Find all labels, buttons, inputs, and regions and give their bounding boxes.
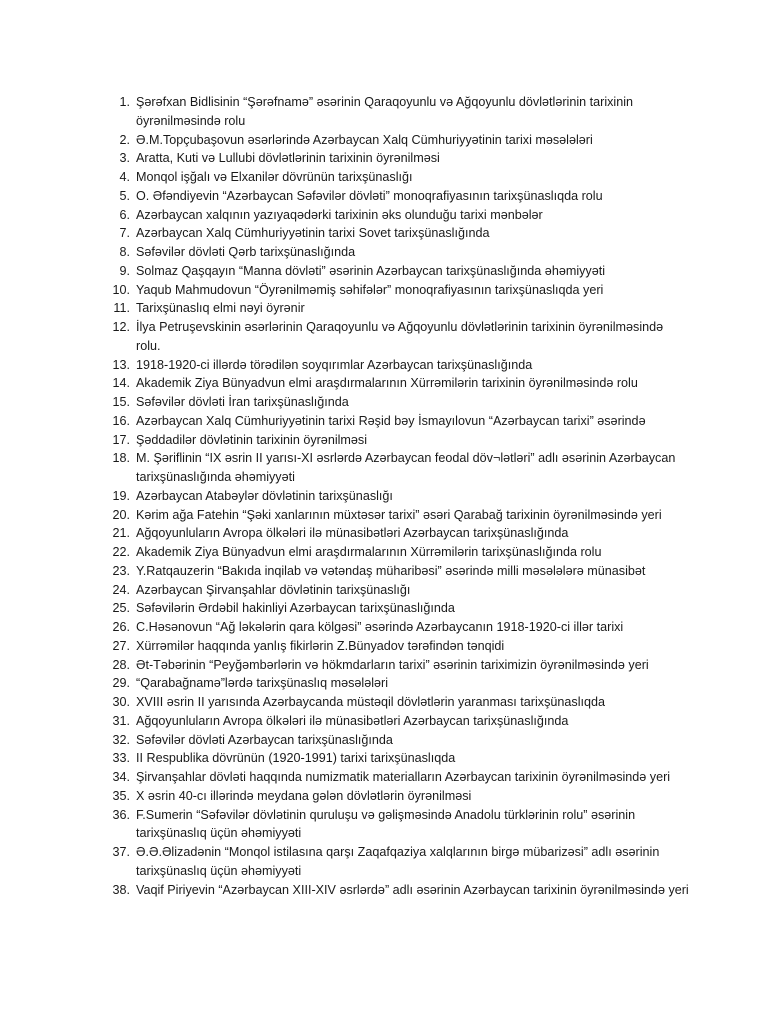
list-item [100,206,690,225]
list-item-text: Səfəvilər dövləti Qərb tarixşünaslığında [136,245,356,259]
list-item-number: 31. [112,713,130,728]
list-item-number: 28. [112,657,130,672]
list-item-text: Səfəvilər dövləti İran tarixşünaslığında [136,395,349,409]
list-item-number: 3. [119,151,130,166]
list-item-text: II Respublika dövrünün (1920-1991) tarixi tarixşünaslıqda [136,751,456,766]
list-item-number: 37. [112,845,130,859]
list-item-number: 17. [112,432,130,447]
list-item-text: Aratta, Kuti və Lullubi dövlətlərinin tarixinin öyrənilməsi [136,151,440,166]
list-item [100,562,690,581]
list-item-number: 21. [112,526,130,541]
list-item-number: 32. [112,732,130,747]
list-item-number: 38. [112,882,130,897]
list-item-text: O. Əfəndiyevin “Azərbaycan Səfəvilər dövləti” monoqrafiyasının tarixşünaslıqda rolu [136,188,603,203]
list-item [100,262,690,281]
list-item-text: Səfəvilərin Ərdəbil hakinliyi Azərbaycan tarixşünaslığında [136,601,455,616]
list-item-number: 36. [112,807,130,822]
list-item-number: 22. [112,545,130,559]
list-item-text: Akademik Ziya Bünyadvun elmi araşdırmalarının Xürrəmilərin tarixinin öyrənilməsində rolu [136,376,638,391]
list-item [100,393,690,412]
list-item-text: Tarixşünaslıq elmi nəyi öyrənir [136,301,305,316]
list-item-number: 5. [119,188,130,203]
list-item [100,731,690,750]
list-item [100,637,690,656]
list-item-number: 19. [112,488,130,503]
list-item-number: 8. [119,245,130,259]
list-item-text: Ət-Təbərinin “Peyğəmbərlərin və hökmdarların tarixi” əsərinin tariximizin öyrənilməsində yeri [136,657,649,672]
list-item [100,656,690,675]
list-item [100,881,690,900]
list-item [100,674,690,693]
list-item-number: 7. [119,226,130,241]
list-item [100,693,690,712]
list-item-number: 12. [112,320,130,334]
list-item [100,487,690,506]
list-item [100,599,690,618]
list-item-text: Kərim ağa Fatehin “Şəki xanlarının müxtəsər tarixi” əsəri Qarabağ tarixinin öyrənilməsində yeri [136,507,662,522]
list-item-text: Azərbaycan Xalq Cümhuriyyətinin tarixi Sovet tarixşünaslığında [136,226,490,241]
list-item-number: 11. [113,301,130,316]
list-item [100,243,690,262]
list-item-text: Şəddadilər dövlətinin tarixinin öyrənilməsi [136,432,368,447]
list-item-text: Y.Ratqauzerin “Bakıda inqilab və vətəndaş müharibəsi” əsərində milli məsələlərə münasibət [136,563,646,578]
list-item-number: 16. [112,413,130,428]
list-item-text: Şirvanşahlar dövləti haqqında numizmatik materialların Azərbaycan tarixinin öyrənilməsində yeri [136,770,671,784]
list-item [100,356,690,375]
list-item-number: 35. [112,788,130,803]
list-item-number: 26. [112,620,130,634]
list-item [100,187,690,206]
list-item-text: Azərbaycan Xalq Cümhuriyyətinin tarixi Rəşid bəy İsmayılovun “Azərbaycan tarixi” əsərində [136,413,646,428]
list-item-text: Ə.Ə.Əlizadənin “Monqol istilasına qarşı Zaqafqaziya xalqlarının birgə mübarizəsi” adlı əsərinin tarixşünaslıq üçün əhəmiyyəti [136,845,660,878]
list-item-number: 13. [112,357,130,372]
list-item-text: Azərbaycan xalqının yazıyaqədərki tarixinin əks olunduğu tarixi mənbələr [136,207,543,222]
list-item-number: 34. [112,770,130,784]
list-item-number: 2. [119,132,130,147]
list-item [100,806,690,844]
list-item [100,168,690,187]
list-item [100,581,690,600]
list-item [100,506,690,525]
list-item-number: 25. [112,601,130,616]
list-item-text: XVIII əsrin II yarısında Azərbaycanda müstəqil dövlətlərin yaranması tarixşünaslıqda [136,695,605,709]
list-item-text: “Qarabağnamə”lərdə tarixşünaslıq məsələləri [136,676,388,691]
list-item-text: 1918-1920-ci illərdə törədilən soyqırımlar Azərbaycan tarixşünaslığında [136,357,533,372]
list-item-number: 24. [112,582,130,597]
list-item [100,281,690,300]
list-item-text: C.Həsənovun “Ağ ləkələrin qara kölgəsi” əsərində Azərbaycanın 1918-1920-ci illər tarixi [136,620,624,634]
list-item-text: İlya Petruşevskinin əsərlərinin Qaraqoyunlu və Ağqoyunlu dövlətlərinin tarixinin öyrənilməsində rolu. [136,320,664,353]
list-item-text: Ağqoyunluların Avropa ölkələri ilə münasibətləri Azərbaycan tarixşünaslığında [136,713,569,728]
list-item-text: Yaqub Mahmudovun “Öyrənilməmiş səhifələr” monoqrafiyasının tarixşünaslıqda yeri [136,282,604,297]
list-item [100,318,690,356]
list-item [100,374,690,393]
list-item-number: 30. [112,695,130,709]
list-item-number: 27. [112,638,130,653]
list-item [100,618,690,637]
list-item [100,543,690,562]
list-item-text: Şərəfxan Bidlisinin “Şərəfnamə” əsərinin Qaraqoyunlu və Ağqoyunlu dövlətlərinin tarixinin öyrənilməsində rolu [136,95,634,128]
list-item-text: F.Sumerin “Səfəvilər dövlətinin quruluşu və gəlişməsində Anadolu türklərinin rolu” əsərinin tarixşünaslıq üçün əhəmiyyəti [136,807,636,841]
list-item-number: 14. [112,376,130,391]
topic-list [100,93,690,899]
list-item-number: 10. [112,282,130,297]
list-item-number: 29. [112,676,130,691]
list-item-text: Səfəvilər dövləti Azərbaycan tarixşünaslığında [136,732,393,747]
list-item [100,843,690,881]
list-item-number: 20. [112,507,130,522]
list-item-number: 6. [119,207,130,222]
list-item [100,768,690,787]
list-item [100,299,690,318]
list-item-text: Solmaz Qaşqayın “Manna dövləti” əsərinin Azərbaycan tarixşünaslığında əhəmiyyəti [136,263,606,278]
list-item [100,524,690,543]
list-item [100,431,690,450]
list-item [100,149,690,168]
list-item [100,412,690,431]
list-item-text: X əsrin 40-cı illərində meydana gələn dövlətlərin öyrənilməsi [136,788,472,803]
list-item [100,787,690,806]
list-item-number: 15. [112,395,130,409]
list-item-number: 4. [119,170,130,184]
list-item-text: Akademik Ziya Bünyadvun elmi araşdırmalarının Xürrəmilərin tarixşünaslığında rolu [136,545,602,559]
list-item-text: Xürrəmilər haqqında yanlış fikirlərin Z.Bünyadov tərəfindən tənqidi [136,638,505,653]
list-item [100,712,690,731]
list-item-text: M. Şəriflinin “IX əsrin II yarısı-XI əsrlərdə Azərbaycan feodal döv¬lətləri” adlı əsərinin Azərbaycan tarixşünaslığında əhəmiyyəti [136,451,676,484]
list-item-text: Azərbaycan Şirvanşahlar dövlətinin tarixşünaslığı [136,582,411,597]
list-item [100,93,690,131]
list-item-text: Ağqoyunluların Avropa ölkələri ilə münasibətləri Azərbaycan tarixşünaslığında [136,526,569,541]
list-item [100,131,690,150]
list-item-text: Monqol işğalı və Elxanilər dövrünün tarixşünaslığı [136,170,413,184]
list-item [100,224,690,243]
list-item [100,749,690,768]
list-item-number: 9. [119,263,130,278]
list-item-number: 18. [112,451,130,466]
list-item-text: Vaqif Piriyevin “Azərbaycan XIII-XIV əsrlərdə” adlı əsərinin Azərbaycan tarixinin öyrənilməsində yeri [136,882,689,897]
list-item-number: 33. [112,751,130,766]
list-item-text: Ə.M.Topçubaşovun əsərlərində Azərbaycan Xalq Cümhuriyyətinin tarixi məsələləri [136,132,593,147]
list-item-text: Azərbaycan Atabəylər dövlətinin tarixşünaslığı [136,488,393,503]
list-item [100,449,690,487]
list-item-number: 1. [119,95,130,109]
list-item-number: 23. [112,563,130,578]
